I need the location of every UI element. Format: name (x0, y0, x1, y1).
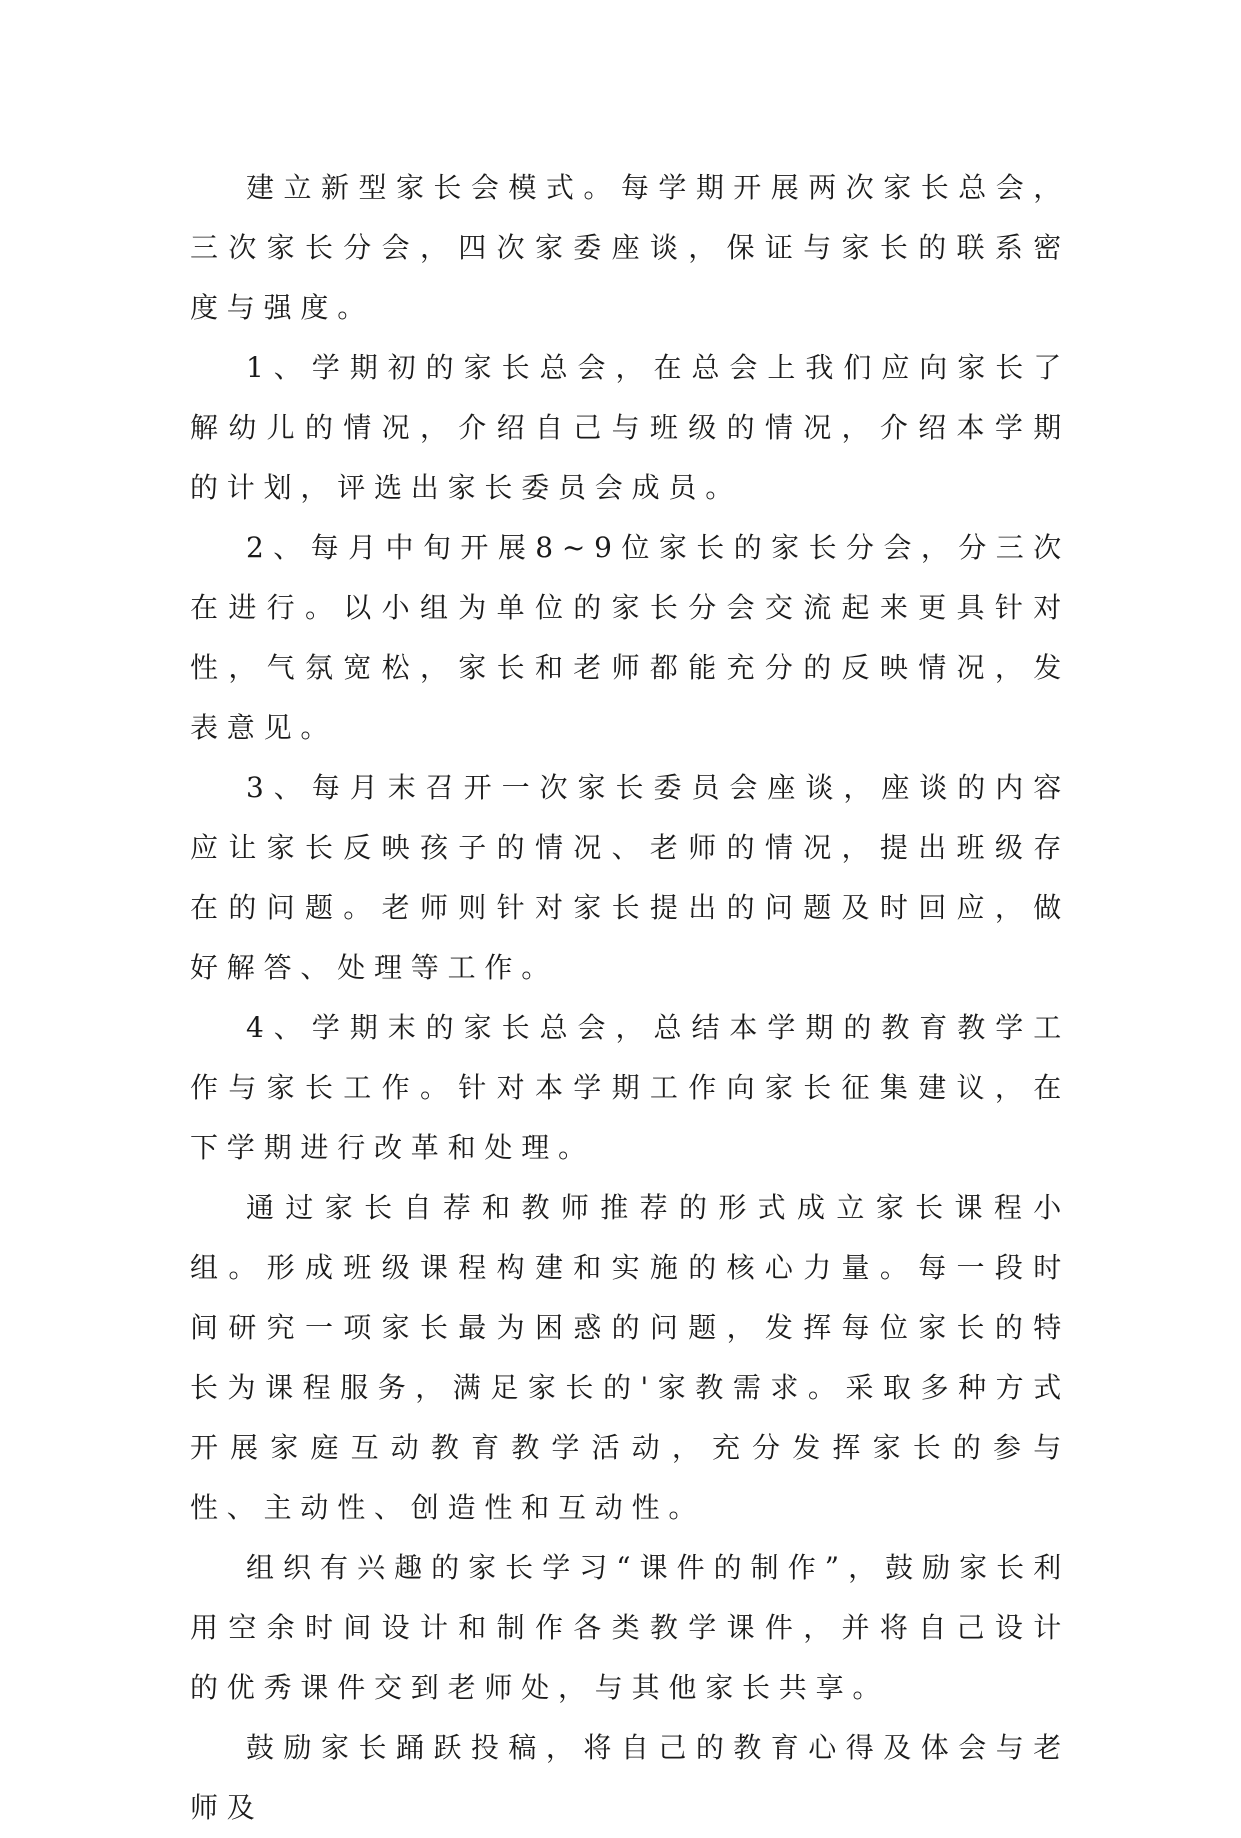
paragraph-submissions: 鼓励家长踊跃投稿，将自己的教育心得及体会与老师及 (190, 1731, 1070, 1824)
document-page (190, 158, 1070, 1838)
paragraph-parent-course-group: 通过家长自荐和教师推荐的形式成立家长课程小组。形成班级课程构建和实施的核心力量。每一段时间研究一项家长最为困惑的问题，发挥每位家长的特长为课程服务，满足家长的'家教需求。采取多种方式开展家庭互动教育教学活动，充分发挥家长的参与性、主动性、创造性和互动性。 (190, 1191, 1070, 1524)
paragraph-item-4: 4、学期末的家长总会，总结本学期的教育教学工作与家长工作。针对本学期工作向家长征集建议，在下学期进行改革和处理。 (190, 1011, 1070, 1164)
paragraph-item-2: 2、每月中旬开展8~9位家长的家长分会，分三次在进行。以小组为单位的家长分会交流起来更具针对性，气氛宽松，家长和老师都能充分的反映情况，发表意见。 (190, 531, 1070, 744)
paragraph-item-3: 3、每月末召开一次家长委员会座谈，座谈的内容应让家长反映孩子的情况、老师的情况，提出班级存在的问题。老师则针对家长提出的问题及时回应，做好解答、处理等工作。 (190, 771, 1070, 984)
paragraph-parent-meeting-model: 建立新型家长会模式。每学期开展两次家长总会，三次家长分会，四次家委座谈，保证与家长的联系密度与强度。 (190, 171, 1070, 324)
paragraph-courseware: 组织有兴趣的家长学习“课件的制作”，鼓励家长利用空余时间设计和制作各类教学课件，并将自己设计的优秀课件交到老师处，与其他家长共享。 (190, 1551, 1070, 1704)
paragraph-item-1: 1、学期初的家长总会，在总会上我们应向家长了解幼儿的情况，介绍自己与班级的情况，介绍本学期的计划，评选出家长委员会成员。 (190, 351, 1070, 504)
